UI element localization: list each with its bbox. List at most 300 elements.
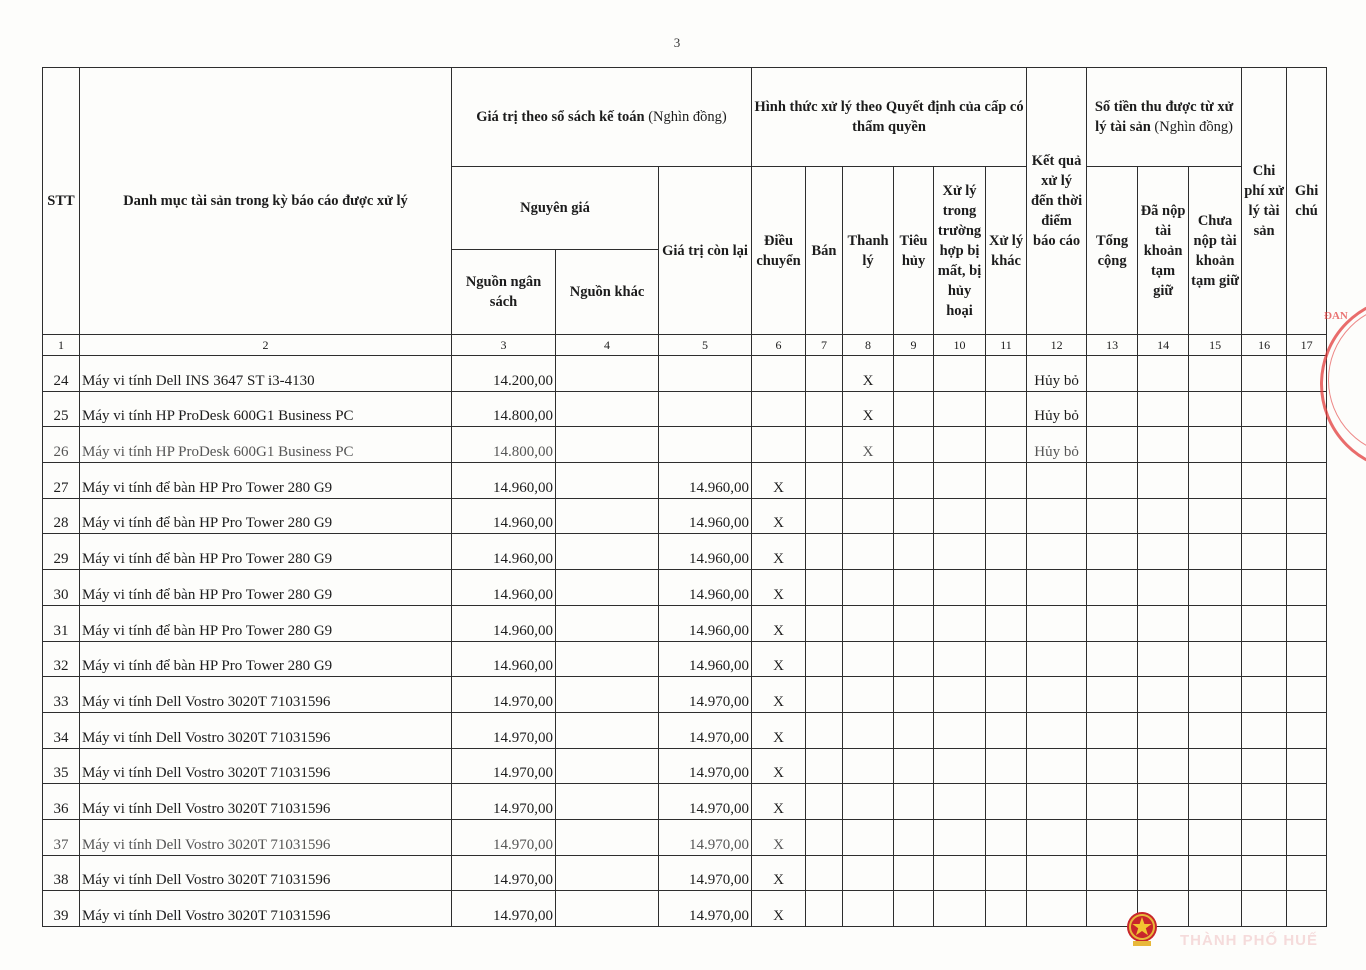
row-paid [1138,356,1189,392]
row-destruction-mark [894,534,934,570]
row-asset-name: Máy vi tính Dell INS 3647 ST i3-4130 [80,356,452,392]
row-paid [1138,712,1189,748]
row-note [1287,570,1327,606]
row-sale-mark [806,748,843,784]
row-total [1087,534,1138,570]
row-result: Hủy bỏ [1027,427,1087,463]
row-sale-mark [806,712,843,748]
row-note [1287,498,1327,534]
row-stt: 33 [43,677,80,713]
row-loss-mark [934,891,986,927]
row-asset-name: Máy vi tính Dell Vostro 3020T 71031596 [80,819,452,855]
column-number-row [43,335,1327,356]
row-remaining-value: 14.970,00 [659,677,752,713]
row-paid [1138,427,1189,463]
row-other-source [556,891,659,927]
row-loss-mark [934,855,986,891]
column-number: 6 [752,335,806,356]
row-result [1027,677,1087,713]
row-total [1087,855,1138,891]
row-asset-name: Máy vi tính HP ProDesk 600G1 Business PC [80,391,452,427]
row-unpaid [1189,427,1242,463]
row-transfer-mark: X [752,534,806,570]
row-destruction-mark [894,570,934,606]
row-total [1087,712,1138,748]
row-other-handling-mark [986,570,1027,606]
row-loss-mark [934,748,986,784]
table-row [43,427,1327,463]
row-liquidation-mark [843,605,894,641]
row-loss-mark [934,391,986,427]
row-paid [1138,570,1189,606]
row-sale-mark [806,498,843,534]
asset-rows [43,356,1327,927]
table-row [43,748,1327,784]
row-liquidation-mark [843,498,894,534]
row-cost [1242,819,1287,855]
col-header-paid: Đã nộp tài khoản tạm giữ [1138,167,1189,335]
row-other-handling-mark [986,427,1027,463]
row-sale-mark [806,356,843,392]
row-note [1287,855,1327,891]
row-paid [1138,677,1189,713]
row-remaining-value [659,356,752,392]
row-other-source [556,534,659,570]
row-stt: 24 [43,356,80,392]
row-remaining-value: 14.960,00 [659,570,752,606]
row-other-source [556,463,659,499]
row-loss-mark [934,570,986,606]
row-paid [1138,391,1189,427]
row-budget-source: 14.970,00 [452,748,556,784]
col-header-destruction: Tiêu hủy [894,167,934,335]
row-other-source [556,570,659,606]
col-header-sale: Bán [806,167,843,335]
row-total [1087,748,1138,784]
row-liquidation-mark [843,570,894,606]
row-note [1287,641,1327,677]
row-total [1087,784,1138,820]
column-number: 17 [1287,335,1327,356]
row-stt: 39 [43,891,80,927]
row-remaining-value: 14.970,00 [659,891,752,927]
row-budget-source: 14.800,00 [452,427,556,463]
row-result [1027,498,1087,534]
row-sale-mark [806,534,843,570]
row-transfer-mark: X [752,570,806,606]
row-other-source [556,427,659,463]
col-header-loss-case: Xử lý trong trường hợp bị mất, bị hủy hoại [934,167,986,335]
row-cost [1242,570,1287,606]
table-row [43,712,1327,748]
row-result [1027,641,1087,677]
row-remaining-value: 14.960,00 [659,534,752,570]
row-paid [1138,748,1189,784]
row-remaining-value [659,391,752,427]
page-number: 3 [673,35,681,50]
row-loss-mark [934,641,986,677]
row-sale-mark [806,677,843,713]
row-other-handling-mark [986,356,1027,392]
proceeds-label: Số tiền thu được từ xử lý tài sản [1094,99,1234,135]
row-loss-mark [934,498,986,534]
row-other-handling-mark [986,534,1027,570]
table-row [43,391,1327,427]
col-header-disposal-form: Hình thức xử lý theo Quyết định của cấp có thẩm quyền [752,68,1027,167]
row-remaining-value: 14.960,00 [659,463,752,499]
row-liquidation-mark [843,534,894,570]
row-liquidation-mark [843,712,894,748]
row-stt: 28 [43,498,80,534]
row-stt: 27 [43,463,80,499]
table-row [43,498,1327,534]
row-stt: 37 [43,819,80,855]
row-total [1087,819,1138,855]
row-transfer-mark: X [752,605,806,641]
row-liquidation-mark [843,748,894,784]
row-cost [1242,356,1287,392]
row-liquidation-mark [843,891,894,927]
row-cost [1242,391,1287,427]
row-loss-mark [934,819,986,855]
row-other-handling-mark [986,641,1027,677]
row-total [1087,427,1138,463]
row-other-handling-mark [986,712,1027,748]
row-cost [1242,427,1287,463]
row-budget-source: 14.960,00 [452,641,556,677]
row-sale-mark [806,819,843,855]
row-unpaid [1189,748,1242,784]
row-liquidation-mark [843,855,894,891]
row-loss-mark [934,463,986,499]
book-value-unit: (Nghìn đồng) [648,109,727,125]
row-stt: 26 [43,427,80,463]
table-row [43,534,1327,570]
col-header-unpaid: Chưa nộp tài khoản tạm giữ [1189,167,1242,335]
row-destruction-mark [894,748,934,784]
row-transfer-mark: X [752,498,806,534]
row-cost [1242,748,1287,784]
table-row [43,463,1327,499]
col-header-book-value [452,68,752,167]
row-other-handling-mark [986,784,1027,820]
row-paid [1138,819,1189,855]
row-other-handling-mark [986,819,1027,855]
row-result [1027,748,1087,784]
row-liquidation-mark: X [843,356,894,392]
row-asset-name: Máy vi tính Dell Vostro 3020T 71031596 [80,677,452,713]
row-other-handling-mark [986,498,1027,534]
table-row [43,605,1327,641]
row-unpaid [1189,855,1242,891]
row-remaining-value: 14.960,00 [659,605,752,641]
column-number: 16 [1242,335,1287,356]
row-asset-name: Máy vi tính để bàn HP Pro Tower 280 G9 [80,605,452,641]
row-unpaid [1189,356,1242,392]
row-loss-mark [934,427,986,463]
row-cost [1242,712,1287,748]
row-loss-mark [934,356,986,392]
row-unpaid [1189,641,1242,677]
row-stt: 29 [43,534,80,570]
row-total [1087,570,1138,606]
row-result: Hủy bỏ [1027,356,1087,392]
table-row [43,784,1327,820]
row-unpaid [1189,534,1242,570]
row-asset-name: Máy vi tính để bàn HP Pro Tower 280 G9 [80,498,452,534]
row-budget-source: 14.970,00 [452,819,556,855]
row-liquidation-mark [843,677,894,713]
row-other-source [556,712,659,748]
row-destruction-mark [894,356,934,392]
row-cost [1242,498,1287,534]
row-asset-name: Máy vi tính Dell Vostro 3020T 71031596 [80,712,452,748]
row-liquidation-mark: X [843,427,894,463]
row-remaining-value: 14.960,00 [659,641,752,677]
row-transfer-mark: X [752,891,806,927]
row-paid [1138,534,1189,570]
row-other-handling-mark [986,677,1027,713]
row-budget-source: 14.960,00 [452,498,556,534]
official-seal [1320,296,1366,468]
row-total [1087,498,1138,534]
proceeds-unit: (Nghìn đồng) [1154,119,1233,135]
col-header-liquidation: Thanh lý [843,167,894,335]
row-transfer-mark: X [752,819,806,855]
row-other-source [556,677,659,713]
row-cost [1242,891,1287,927]
row-unpaid [1189,712,1242,748]
row-total [1087,677,1138,713]
row-budget-source: 14.960,00 [452,605,556,641]
row-destruction-mark [894,712,934,748]
row-note [1287,677,1327,713]
row-sale-mark [806,427,843,463]
row-stt: 34 [43,712,80,748]
col-header-note: Ghi chú [1287,68,1327,335]
row-total [1087,641,1138,677]
row-loss-mark [934,534,986,570]
col-header-result: Kết quả xử lý đến thời điểm báo cáo [1027,68,1087,335]
row-destruction-mark [894,819,934,855]
book-value-label: Giá trị theo sổ sách kế toán [476,109,645,125]
row-loss-mark [934,712,986,748]
row-asset-name: Máy vi tính Dell Vostro 3020T 71031596 [80,891,452,927]
table-row [43,356,1327,392]
row-unpaid [1189,677,1242,713]
row-remaining-value: 14.970,00 [659,712,752,748]
table-row [43,570,1327,606]
row-note [1287,712,1327,748]
row-other-source [556,819,659,855]
row-total [1087,391,1138,427]
col-header-transfer: Điều chuyển [752,167,806,335]
row-other-handling-mark [986,855,1027,891]
row-remaining-value: 14.970,00 [659,855,752,891]
row-cost [1242,463,1287,499]
column-number: 9 [894,335,934,356]
row-destruction-mark [894,641,934,677]
column-number: 4 [556,335,659,356]
row-budget-source: 14.970,00 [452,891,556,927]
row-asset-name: Máy vi tính để bàn HP Pro Tower 280 G9 [80,534,452,570]
row-other-handling-mark [986,748,1027,784]
column-number: 12 [1027,335,1087,356]
column-number: 8 [843,335,894,356]
row-result [1027,712,1087,748]
row-destruction-mark [894,891,934,927]
row-destruction-mark [894,605,934,641]
row-remaining-value: 14.970,00 [659,819,752,855]
row-liquidation-mark [843,463,894,499]
row-liquidation-mark [843,784,894,820]
row-stt: 25 [43,391,80,427]
row-unpaid [1189,391,1242,427]
row-other-source [556,641,659,677]
row-transfer-mark: X [752,748,806,784]
row-total [1087,605,1138,641]
row-transfer-mark [752,391,806,427]
row-asset-name: Máy vi tính Dell Vostro 3020T 71031596 [80,748,452,784]
row-transfer-mark: X [752,641,806,677]
row-transfer-mark [752,427,806,463]
row-unpaid [1189,605,1242,641]
col-header-remaining-value: Giá trị còn lại [659,167,752,335]
row-unpaid [1189,498,1242,534]
row-budget-source: 14.200,00 [452,356,556,392]
row-sale-mark [806,463,843,499]
row-budget-source: 14.970,00 [452,677,556,713]
row-note [1287,784,1327,820]
row-cost [1242,605,1287,641]
row-stt: 30 [43,570,80,606]
col-header-other-handling: Xử lý khác [986,167,1027,335]
row-transfer-mark: X [752,784,806,820]
row-remaining-value [659,427,752,463]
row-unpaid [1189,784,1242,820]
row-budget-source: 14.970,00 [452,855,556,891]
row-sale-mark [806,605,843,641]
row-asset-name: Máy vi tính để bàn HP Pro Tower 280 G9 [80,570,452,606]
row-loss-mark [934,784,986,820]
row-destruction-mark [894,677,934,713]
row-budget-source: 14.800,00 [452,391,556,427]
row-budget-source: 14.960,00 [452,570,556,606]
row-note [1287,819,1327,855]
column-number: 15 [1189,335,1242,356]
row-result [1027,855,1087,891]
table-row [43,855,1327,891]
col-header-cost: Chi phí xử lý tài sản [1242,68,1287,335]
row-other-source [556,605,659,641]
row-destruction-mark [894,855,934,891]
column-number: 14 [1138,335,1189,356]
row-other-handling-mark [986,891,1027,927]
row-other-source [556,748,659,784]
row-other-handling-mark [986,463,1027,499]
row-note [1287,891,1327,927]
row-liquidation-mark [843,819,894,855]
row-sale-mark [806,784,843,820]
row-paid [1138,784,1189,820]
row-sale-mark [806,391,843,427]
row-unpaid [1189,570,1242,606]
row-sale-mark [806,641,843,677]
row-paid [1138,463,1189,499]
table-row [43,677,1327,713]
seal-text: ĐAN [1324,310,1348,322]
row-asset-name: Máy vi tính Dell Vostro 3020T 71031596 [80,855,452,891]
row-cost [1242,855,1287,891]
row-total [1087,463,1138,499]
row-budget-source: 14.970,00 [452,784,556,820]
row-unpaid [1189,891,1242,927]
column-number: 11 [986,335,1027,356]
row-other-source [556,498,659,534]
row-note [1287,605,1327,641]
row-asset-name: Máy vi tính để bàn HP Pro Tower 280 G9 [80,463,452,499]
row-paid [1138,605,1189,641]
row-liquidation-mark [843,641,894,677]
row-paid [1138,855,1189,891]
row-note [1287,748,1327,784]
row-asset-name: Máy vi tính HP ProDesk 600G1 Business PC [80,427,452,463]
row-other-source [556,784,659,820]
column-number: 2 [80,335,452,356]
column-number: 3 [452,335,556,356]
row-destruction-mark [894,784,934,820]
row-transfer-mark: X [752,677,806,713]
row-loss-mark [934,605,986,641]
row-note [1287,534,1327,570]
asset-disposal-table [42,67,1327,927]
row-stt: 31 [43,605,80,641]
row-destruction-mark [894,498,934,534]
watermark: THÀNH PHỐ HUẾ [1180,932,1319,949]
row-asset-name: Máy vi tính để bàn HP Pro Tower 280 G9 [80,641,452,677]
row-unpaid [1189,463,1242,499]
row-result [1027,891,1087,927]
col-header-asset-list: Danh mục tài sản trong kỳ báo cáo được xử lý [80,68,452,335]
row-sale-mark [806,855,843,891]
row-liquidation-mark: X [843,391,894,427]
row-sale-mark [806,891,843,927]
row-budget-source: 14.970,00 [452,712,556,748]
col-header-total: Tổng cộng [1087,167,1138,335]
col-header-other-source: Nguồn khác [556,250,659,335]
row-stt: 35 [43,748,80,784]
row-transfer-mark: X [752,463,806,499]
row-stt: 32 [43,641,80,677]
row-result: Hủy bỏ [1027,391,1087,427]
row-paid [1138,641,1189,677]
column-number: 7 [806,335,843,356]
row-stt: 36 [43,784,80,820]
column-number: 13 [1087,335,1138,356]
row-cost [1242,784,1287,820]
row-other-source [556,855,659,891]
row-cost [1242,641,1287,677]
row-cost [1242,534,1287,570]
row-stt: 38 [43,855,80,891]
col-header-original-price: Nguyên giá [452,167,659,250]
row-result [1027,784,1087,820]
col-header-proceeds [1087,68,1242,167]
row-total [1087,356,1138,392]
row-destruction-mark [894,463,934,499]
table-row [43,819,1327,855]
row-result [1027,819,1087,855]
